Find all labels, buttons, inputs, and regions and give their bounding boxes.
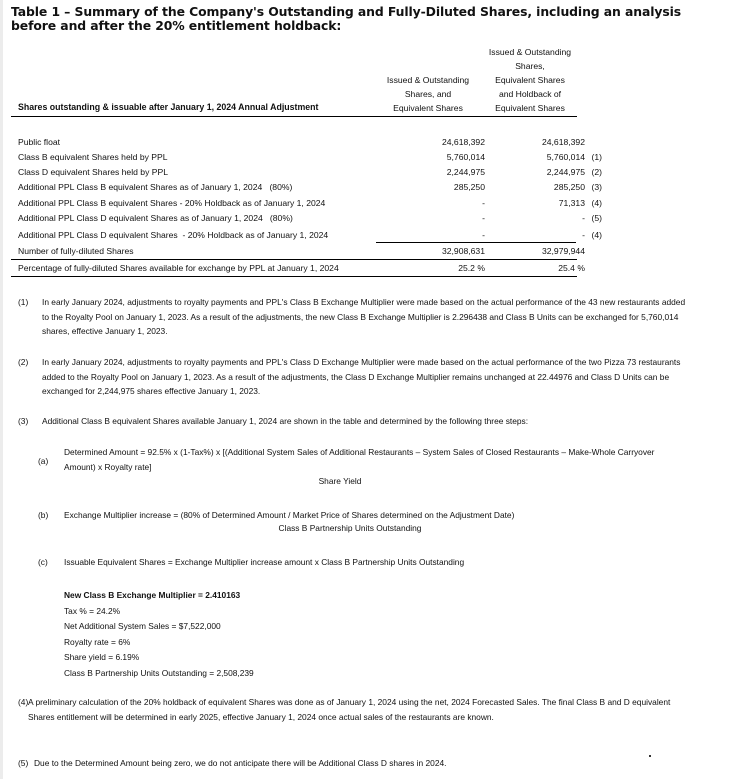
footnote-text: A preliminary calculation of the 20% holdback of equivalent Shares was done as of January 1, 2024 using the net, 2024 Forecasted Sales. The final Class B and D equivalent Shares entitlement will be determined in early 2025, effective January 1, 2024 once actual sales of the restaurants are known. [28, 697, 671, 722]
value-before-holdback: 32,908,631 [441, 246, 485, 256]
step-a-formula: Determined Amount = 92.5% x (1-Tax%) x [(Additional System Sales of Additional Restaurants – System Sales of Closed Restaurants – Make-Whole Carryover Amount) x Royalty rate] [64, 447, 655, 472]
value-before-holdback: 25.2 % [458, 263, 485, 273]
total-rule [11, 259, 577, 260]
table-title: Table 1 – Summary of the Company's Outstanding and Fully-Diluted Shares, including an analysis before and after the 20% entitlement holdback: [11, 4, 682, 33]
page-left-edge [0, 0, 3, 779]
row-label: Additional PPL Class D equivalent Shares as of January 1, 2024 (80%) [18, 213, 293, 223]
value-before-holdback: 24,618,392 [441, 137, 485, 147]
step-b-formula: Exchange Multiplier increase = (80% of Determined Amount / Market Price of Shares determined on the Adjustment Date) [64, 510, 515, 520]
value-before-holdback: 285,250 [453, 182, 485, 192]
stray-dot [649, 755, 651, 757]
step-b-label: (b) [38, 510, 49, 520]
footnote-text: Additional Class B equivalent Shares available January 1, 2024 are shown in the table and determined by the following three steps: [42, 416, 529, 426]
footnote-text: In early January 2024, adjustments to royalty payments and PPL's Class D Exchange Multiplier were made based on the actual performance of the two Pizza 73 restaurants added to the Royalty Pool on January 1, 2023. As a result of the adjustments, the Class D Exchange Multiplier remains unchanged at 22.44976 and Class D Units can be exchanged for 2,244,975 shares effective January 1, 2023. [42, 357, 681, 396]
value-after-holdback: 71,313 [558, 198, 585, 208]
footnote-number: (3) [18, 416, 29, 426]
subtotal-rule [376, 242, 576, 243]
value-after-holdback: 2,244,975 [546, 167, 585, 177]
share-yield: Share yield = 6.19% [64, 652, 140, 663]
value-after-holdback: 25.4 % [558, 263, 585, 273]
value-after-holdback: 285,250 [553, 182, 585, 192]
new-multiplier: New Class B Exchange Multiplier = 2.410163 [64, 590, 241, 600]
tax-rate: Tax % = 24.2% [64, 605, 121, 616]
footnote-number: (1) [18, 297, 29, 307]
row-label: Percentage of fully-diluted Shares available for exchange by PPL at January 1, 2024 [18, 263, 339, 273]
value-after-holdback: 5,760,014 [546, 152, 585, 162]
header-underline [11, 116, 577, 117]
value-after-holdback: 32,979,944 [541, 246, 585, 256]
column-header-after-holdback: Issued & Outstanding Shares, Equivalent Shares and Holdback of Equivalent Shares [488, 47, 572, 113]
step-a-denominator: Share Yield [318, 476, 362, 486]
step-b-denominator: Class B Partnership Units Outstanding [278, 523, 422, 533]
net-additional-sales: Net Additional System Sales = $7,522,000 [64, 621, 221, 632]
column-header-before-holdback: Issued & Outstanding Shares, and Equivalent Shares [386, 75, 470, 113]
footnote-ref: (2) [591, 167, 602, 177]
value-after-holdback: - [582, 213, 585, 223]
calculation-parameters [64, 588, 254, 682]
footnote-ref: (4) [591, 230, 602, 240]
footnote-ref: (5) [591, 213, 602, 223]
value-after-holdback: - [582, 230, 585, 240]
value-before-holdback: 5,760,014 [446, 152, 485, 162]
step-a-label: (a) [38, 456, 49, 466]
value-before-holdback: - [482, 198, 485, 208]
value-after-holdback: 24,618,392 [541, 137, 585, 147]
step-c-formula: Issuable Equivalent Shares = Exchange Multiplier increase amount x Class B Partnership Units Outstanding [64, 557, 465, 567]
value-before-holdback: - [482, 213, 485, 223]
footnote-number: (2) [18, 357, 29, 367]
partnership-units: Class B Partnership Units Outstanding = 2,508,239 [64, 667, 254, 678]
step-c-label: (c) [38, 557, 48, 567]
row-label: Class D equivalent Shares held by PPL [18, 167, 168, 177]
footnote-ref: (1) [591, 152, 602, 162]
value-before-holdback: - [482, 230, 485, 240]
row-label: Additional PPL Class B equivalent Shares - 20% Holdback as of January 1, 2024 [18, 198, 326, 208]
footnote-text: In early January 2024, adjustments to royalty payments and PPL's Class B Exchange Multiplier were made based on the actual performance of the 43 new restaurants added to the Royalty Pool on January 1, 2023. As a result of the adjustments, the new Class B Exchange Multiplier is 2.296438 and Class B Units can be exchanged for 5,760,014 shares, effective January 1, 2023. [42, 297, 686, 336]
value-before-holdback: 2,244,975 [446, 167, 485, 177]
row-label: Public float [18, 137, 61, 147]
footnote-number: (5) [18, 758, 29, 768]
bottom-rule [11, 276, 577, 277]
royalty-rate: Royalty rate = 6% [64, 636, 131, 647]
row-header-label: Shares outstanding & issuable after January 1, 2024 Annual Adjustment [18, 102, 319, 112]
footnote-number: (4) [18, 697, 29, 707]
row-label: Class B equivalent Shares held by PPL [18, 152, 168, 162]
row-label: Additional PPL Class D equivalent Shares - 20% Holdback as of January 1, 2024 [18, 230, 329, 240]
row-label: Number of fully-diluted Shares [18, 246, 134, 256]
footnote-text: Due to the Determined Amount being zero, we do not anticipate there will be Additional Class D shares in 2024. [34, 758, 447, 768]
footnote-ref: (4) [591, 198, 602, 208]
footnote-ref: (3) [591, 182, 602, 192]
row-label: Additional PPL Class B equivalent Shares as of January 1, 2024 (80%) [18, 182, 293, 192]
